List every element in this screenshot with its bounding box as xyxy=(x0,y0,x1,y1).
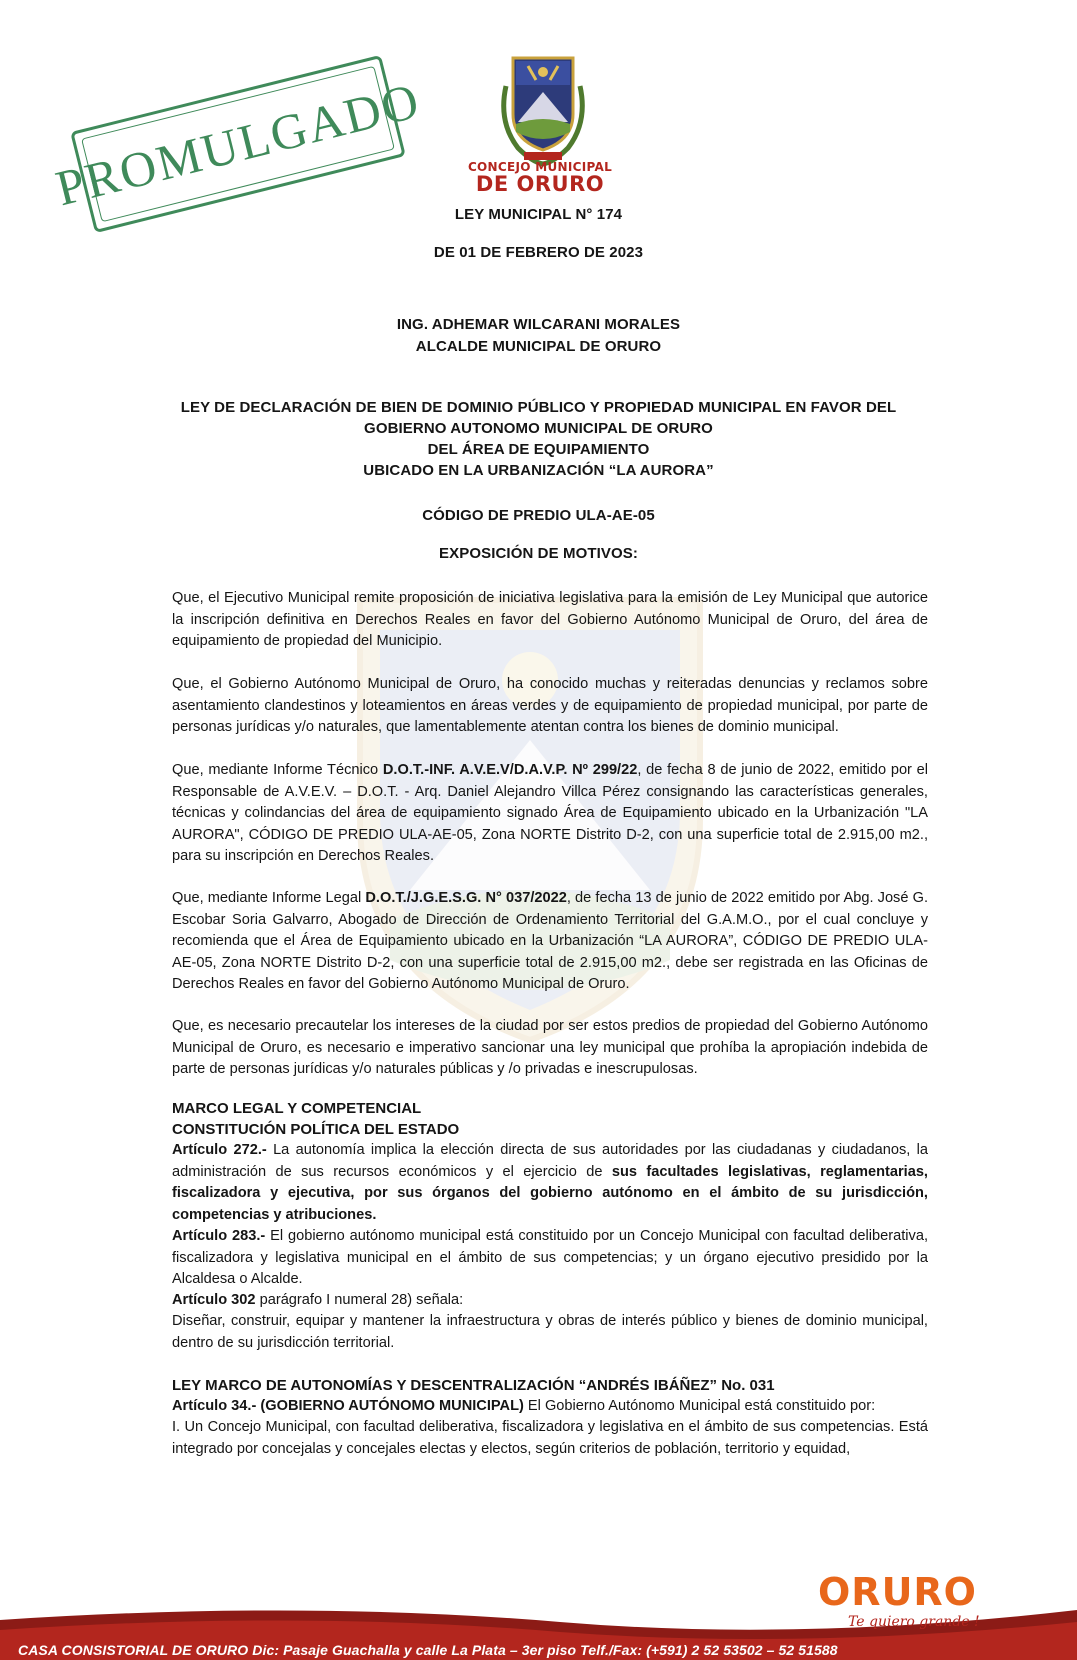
law-title-line4: UBICADO EN LA URBANIZACIÓN “LA AURORA” xyxy=(363,462,714,479)
article-34-text: El Gobierno Autónomo Municipal está constituido por: xyxy=(523,1398,876,1414)
stamp-text: PROMULGADO xyxy=(50,71,426,217)
paragraph-3-body: , de fecha 8 de junio de 2022, emitido por el Responsable de A.V.E.V. – D.O.T. - Arq. Daniel Alejandro Villca Pérez consignando las características generales, técnicas y colindancias del área de equipamiento signado Área de Equipamiento ubicado en la Urbanización "LA AURORA", CÓDIGO DE PREDIO ULA-AE-05, Zona NORTE Distrito D-2, con una superficie total de 2.915,00 m2., para su inscripción en Derechos Reales. xyxy=(172,762,929,865)
article-34-label: Artículo 34.- (GOBIERNO AUTÓNOMO MUNICIPAL) xyxy=(172,1398,524,1414)
legal-framework-heading: MARCO LEGAL Y COMPETENCIAL xyxy=(172,1100,422,1117)
article-272-text: La autonomía implica la elección directa de sus autoridades por las ciudadanas y ciudadanos, la administración de sus recursos económicos y el ejercicio de xyxy=(172,1142,928,1180)
autonomy-law-heading: LEY MARCO DE AUTONOMÍAS Y DESCENTRALIZACIÓN “ANDRÉS IBÁÑEZ” No. 031 xyxy=(172,1377,775,1394)
article-34 xyxy=(172,1396,928,1418)
article-272-bold: sus facultades legislativas, reglamentarias, fiscalizadora y ejecutiva, por sus órganos del gobierno autónomo en el ámbito de su jurisdicción, competencias y atribuciones. xyxy=(172,1163,928,1223)
oruro-logo-word: ORURO xyxy=(818,1570,977,1614)
law-title-line3: DEL ÁREA DE EQUIPAMIENTO xyxy=(427,441,650,458)
council-crest-icon xyxy=(488,52,598,172)
mayor-title: ALCALDE MUNICIPAL DE ORURO xyxy=(415,338,662,355)
article-283-label: Artículo 283.- xyxy=(172,1228,266,1244)
council-name-line2: DE ORURO xyxy=(475,172,605,196)
article-272-label: Artículo 272.- xyxy=(172,1142,267,1158)
motives-heading: EXPOSICIÓN DE MOTIVOS: xyxy=(439,545,638,562)
technical-report-ref: D.O.T.-INF. A.V.E.V/D.A.V.P. Nº 299/22 xyxy=(382,762,638,778)
paragraph-3 xyxy=(172,760,928,868)
paragraph-4 xyxy=(172,888,928,996)
paragraph-3-intro: Que, mediante Informe Técnico xyxy=(172,762,383,778)
oruro-logo-tagline: Te quiero grande ! xyxy=(848,1614,980,1630)
article-302 xyxy=(172,1290,928,1312)
article-302-body: Diseñar, construir, equipar y mantener la infraestructura y obras de interés público y bienes de dominio municipal, dentro de su jurisdicción territorial. xyxy=(172,1313,928,1351)
paragraph-4-body: , de fecha 13 de junio de 2022 emitido por Abg. José G. Escobar Soria Galvarro, Abogado de Dirección de Ordenamiento Territorial del G.A.M.O., por el cual concluye y recomienda que el Área de Equipamiento ubicado en la Urbanización “LA AURORA”, CÓDIGO DE PREDIO ULA-AE-05, Zona NORTE Distrito D-2, con una superficie total de 2.915,00 m2., debe ser registrada en las Oficinas de Derechos Reales en favor del Gobierno Autónomo Municipal de Oruro. xyxy=(172,890,929,993)
paragraph-4-intro: Que, mediante Informe Legal xyxy=(172,890,366,906)
article-34-item: I. Un Concejo Municipal, con facultad deliberativa, fiscalizadora y legislativa en el ámbito de sus competencias. Está integrado por concejalas y concejales electas y electos, según criterios de población, territorio y equidad, xyxy=(172,1419,928,1457)
constitution-heading: CONSTITUCIÓN POLÍTICA DEL ESTADO xyxy=(172,1121,460,1138)
article-272 xyxy=(172,1140,928,1226)
article-283-text: El gobierno autónomo municipal está constituido por un Concejo Municipal con facultad deliberativa, fiscalizadora y legislativa municipal en el ámbito de sus competencias; y un órgano ejecutivo presidido por la Alcaldesa o Alcalde. xyxy=(172,1228,928,1288)
paragraph-5: Que, es necesario precautelar los intereses de la ciudad por ser estos predios de propiedad del Gobierno Autónomo Municipal de Oruro, es necesario e imperativo sancionar una ley municipal que prohíba la apropiación indebida de parte de personas jurídicas y/o naturales públicas y /o privadas e inescrupulosas. xyxy=(172,1018,928,1078)
article-302-label: Artículo 302 xyxy=(172,1292,256,1308)
paragraph-2: Que, el Gobierno Autónomo Municipal de Oruro, ha conocido muchas y reiteradas denuncias y reclamos sobre asentamiento clandestinos y loteamientos en áreas verdes y de equipamiento de propiedad municipal, por parte de personas jurídicas y/o naturales, que lamentablemente atentan contra los bienes de dominio municipal. xyxy=(172,676,928,736)
paragraph-1: Que, el Ejecutivo Municipal remite proposición de iniciativa legislativa para la emisión de Ley Municipal que autorice la inscripción definitiva en Derechos Reales en favor del Gobierno Autónomo Municipal de Oruro, del área de equipamiento de propiedad del Municipio. xyxy=(172,590,928,650)
footer-address: CASA CONSISTORIAL DE ORURO Dic: Pasaje Guachalla y calle La Plata – 3er piso Telf./Fax: (+591) 2 52 53502 – 52 51588 xyxy=(18,1642,838,1658)
mayor-name: ING. ADHEMAR WILCARANI MORALES xyxy=(396,316,681,333)
law-date: DE 01 DE FEBRERO DE 2023 xyxy=(433,244,644,261)
law-title-line1: LEY DE DECLARACIÓN DE BIEN DE DOMINIO PÚBLICO Y PROPIEDAD MUNICIPAL EN FAVOR DEL xyxy=(180,399,897,416)
legal-report-ref: D.O.T./J.G.E.S.G. N° 037/2022 xyxy=(365,890,567,906)
article-302-text: parágrafo I numeral 28) señala: xyxy=(255,1292,464,1308)
oruro-logo xyxy=(818,1570,1018,1642)
article-283 xyxy=(172,1226,928,1291)
law-title-line2: GOBIERNO AUTONOMO MUNICIPAL DE ORURO xyxy=(364,420,713,437)
law-number: LEY MUNICIPAL N° 174 xyxy=(454,206,623,223)
council-name-line1: CONCEJO MUNICIPAL xyxy=(467,160,613,174)
council-name xyxy=(440,160,640,194)
property-code: CÓDIGO DE PREDIO ULA-AE-05 xyxy=(422,507,655,524)
